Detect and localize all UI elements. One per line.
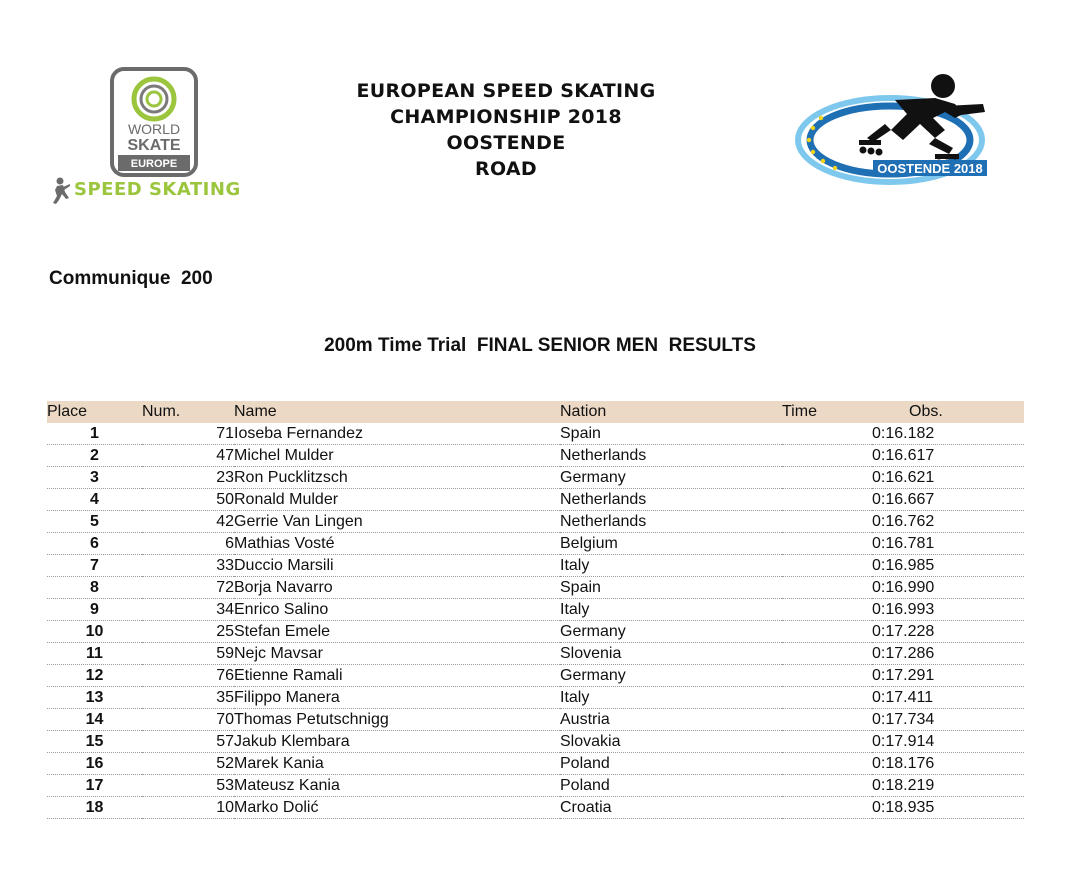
place-cell: 4: [47, 489, 142, 511]
table-row: [47, 555, 1024, 577]
number-cell: 70: [142, 709, 234, 731]
time-spacer-cell: [782, 731, 872, 753]
nation-cell: Spain: [560, 423, 782, 445]
table-row: [47, 753, 1024, 775]
nation-cell: Netherlands: [560, 445, 782, 467]
place-cell: 11: [47, 643, 142, 665]
place-cell: 6: [47, 533, 142, 555]
number-cell: 71: [142, 423, 234, 445]
column-header-place: Place: [47, 401, 142, 423]
nation-cell: Germany: [560, 621, 782, 643]
name-cell: Mathias Vosté: [234, 533, 560, 555]
nation-cell: Austria: [560, 709, 782, 731]
table-row: [47, 577, 1024, 599]
name-cell: Marko Dolić: [234, 797, 560, 819]
time-cell: 0:16.621: [872, 467, 1024, 489]
number-cell: 59: [142, 643, 234, 665]
name-cell: Nejc Mavsar: [234, 643, 560, 665]
time-cell: 0:16.993: [872, 599, 1024, 621]
time-cell: 0:17.291: [872, 665, 1024, 687]
table-header-row: [47, 401, 1024, 423]
column-header-obs: Obs.: [872, 401, 1024, 423]
time-spacer-cell: [782, 665, 872, 687]
name-cell: Marek Kania: [234, 753, 560, 775]
time-spacer-cell: [782, 709, 872, 731]
oostende-2018-logo: [795, 68, 995, 188]
name-cell: Mateusz Kania: [234, 775, 560, 797]
time-cell: 0:18.219: [872, 775, 1024, 797]
table-row: [47, 467, 1024, 489]
table-row: [47, 797, 1024, 819]
number-cell: 42: [142, 511, 234, 533]
number-cell: 50: [142, 489, 234, 511]
header-line-1: EUROPEAN SPEED SKATING: [356, 80, 656, 102]
column-header-nation: Nation: [560, 401, 782, 423]
number-cell: 6: [142, 533, 234, 555]
nation-cell: Slovakia: [560, 731, 782, 753]
time-spacer-cell: [782, 577, 872, 599]
nation-cell: Belgium: [560, 533, 782, 555]
table-row: [47, 423, 1024, 445]
skater-icon: [48, 176, 72, 206]
place-cell: 5: [47, 511, 142, 533]
nation-cell: Slovenia: [560, 643, 782, 665]
table-row: [47, 687, 1024, 709]
place-cell: 2: [47, 445, 142, 467]
place-cell: 3: [47, 467, 142, 489]
number-cell: 23: [142, 467, 234, 489]
number-cell: 57: [142, 731, 234, 753]
header-line-2: CHAMPIONSHIP 2018: [390, 106, 622, 128]
name-cell: Ioseba Fernandez: [234, 423, 560, 445]
speed-skating-label: SPEED SKATING: [74, 179, 241, 200]
time-cell: 0:16.990: [872, 577, 1024, 599]
nation-cell: Poland: [560, 753, 782, 775]
name-cell: Borja Navarro: [234, 577, 560, 599]
number-cell: 53: [142, 775, 234, 797]
time-spacer-cell: [782, 643, 872, 665]
time-cell: 0:17.286: [872, 643, 1024, 665]
table-row: [47, 511, 1024, 533]
place-cell: 15: [47, 731, 142, 753]
table-row: [47, 665, 1024, 687]
number-cell: 33: [142, 555, 234, 577]
nation-cell: Germany: [560, 467, 782, 489]
name-cell: Jakub Klembara: [234, 731, 560, 753]
number-cell: 72: [142, 577, 234, 599]
time-spacer-cell: [782, 687, 872, 709]
logo-word-europe: EUROPE: [130, 158, 178, 170]
time-cell: 0:17.228: [872, 621, 1024, 643]
time-cell: 0:17.734: [872, 709, 1024, 731]
logo-word-skate: SKATE: [127, 137, 181, 154]
results-table: [47, 401, 1024, 819]
time-spacer-cell: [782, 775, 872, 797]
place-cell: 14: [47, 709, 142, 731]
header-line-4: ROAD: [475, 158, 537, 180]
time-spacer-cell: [782, 489, 872, 511]
time-spacer-cell: [782, 599, 872, 621]
header-line-3: OOSTENDE: [446, 132, 566, 154]
time-cell: 0:16.781: [872, 533, 1024, 555]
number-cell: 47: [142, 445, 234, 467]
results-body: [47, 423, 1024, 819]
name-cell: Ron Pucklitzsch: [234, 467, 560, 489]
time-cell: 0:16.617: [872, 445, 1024, 467]
place-cell: 18: [47, 797, 142, 819]
nation-cell: Netherlands: [560, 489, 782, 511]
place-cell: 17: [47, 775, 142, 797]
nation-cell: Netherlands: [560, 511, 782, 533]
name-cell: Gerrie Van Lingen: [234, 511, 560, 533]
column-header-num: Num.: [142, 401, 234, 423]
time-cell: 0:16.762: [872, 511, 1024, 533]
nation-cell: Italy: [560, 555, 782, 577]
table-row: [47, 731, 1024, 753]
speed-skating-logo: [48, 176, 248, 206]
name-cell: Thomas Petutschnigg: [234, 709, 560, 731]
number-cell: 34: [142, 599, 234, 621]
time-cell: 0:17.411: [872, 687, 1024, 709]
time-cell: 0:16.667: [872, 489, 1024, 511]
name-cell: Ronald Mulder: [234, 489, 560, 511]
place-cell: 7: [47, 555, 142, 577]
number-cell: 10: [142, 797, 234, 819]
time-spacer-cell: [782, 423, 872, 445]
race-title: 200m Time Trial FINAL SENIOR MEN RESULTS: [324, 335, 756, 356]
table-row: [47, 445, 1024, 467]
time-cell: 0:16.985: [872, 555, 1024, 577]
championship-header: [300, 78, 712, 182]
table-row: [47, 489, 1024, 511]
number-cell: 25: [142, 621, 234, 643]
time-spacer-cell: [782, 467, 872, 489]
time-spacer-cell: [782, 511, 872, 533]
table-row: [47, 621, 1024, 643]
time-cell: 0:16.182: [872, 423, 1024, 445]
nation-cell: Poland: [560, 775, 782, 797]
time-spacer-cell: [782, 555, 872, 577]
table-row: [47, 709, 1024, 731]
number-cell: 35: [142, 687, 234, 709]
place-cell: 10: [47, 621, 142, 643]
column-header-time: Time: [782, 401, 872, 423]
name-cell: Michel Mulder: [234, 445, 560, 467]
place-cell: 8: [47, 577, 142, 599]
time-spacer-cell: [782, 797, 872, 819]
column-header-name: Name: [234, 401, 560, 423]
number-cell: 52: [142, 753, 234, 775]
place-cell: 9: [47, 599, 142, 621]
place-cell: 1: [47, 423, 142, 445]
time-spacer-cell: [782, 533, 872, 555]
name-cell: Duccio Marsili: [234, 555, 560, 577]
place-cell: 13: [47, 687, 142, 709]
table-row: [47, 599, 1024, 621]
nation-cell: Croatia: [560, 797, 782, 819]
nation-cell: Italy: [560, 599, 782, 621]
time-spacer-cell: [782, 445, 872, 467]
time-spacer-cell: [782, 753, 872, 775]
time-cell: 0:18.935: [872, 797, 1024, 819]
name-cell: Enrico Salino: [234, 599, 560, 621]
name-cell: Etienne Ramali: [234, 665, 560, 687]
name-cell: Filippo Manera: [234, 687, 560, 709]
logo-word-world: WORLD: [127, 121, 181, 137]
number-cell: 76: [142, 665, 234, 687]
table-row: [47, 533, 1024, 555]
oostende-logo-text: OOSTENDE 2018: [877, 161, 983, 176]
time-cell: 0:17.914: [872, 731, 1024, 753]
time-spacer-cell: [782, 621, 872, 643]
communique-number: Communique 200: [49, 268, 213, 289]
place-cell: 12: [47, 665, 142, 687]
nation-cell: Italy: [560, 687, 782, 709]
name-cell: Stefan Emele: [234, 621, 560, 643]
table-row: [47, 643, 1024, 665]
world-skate-europe-logo: [110, 67, 198, 179]
place-cell: 16: [47, 753, 142, 775]
nation-cell: Spain: [560, 577, 782, 599]
table-row: [47, 775, 1024, 797]
nation-cell: Germany: [560, 665, 782, 687]
time-cell: 0:18.176: [872, 753, 1024, 775]
